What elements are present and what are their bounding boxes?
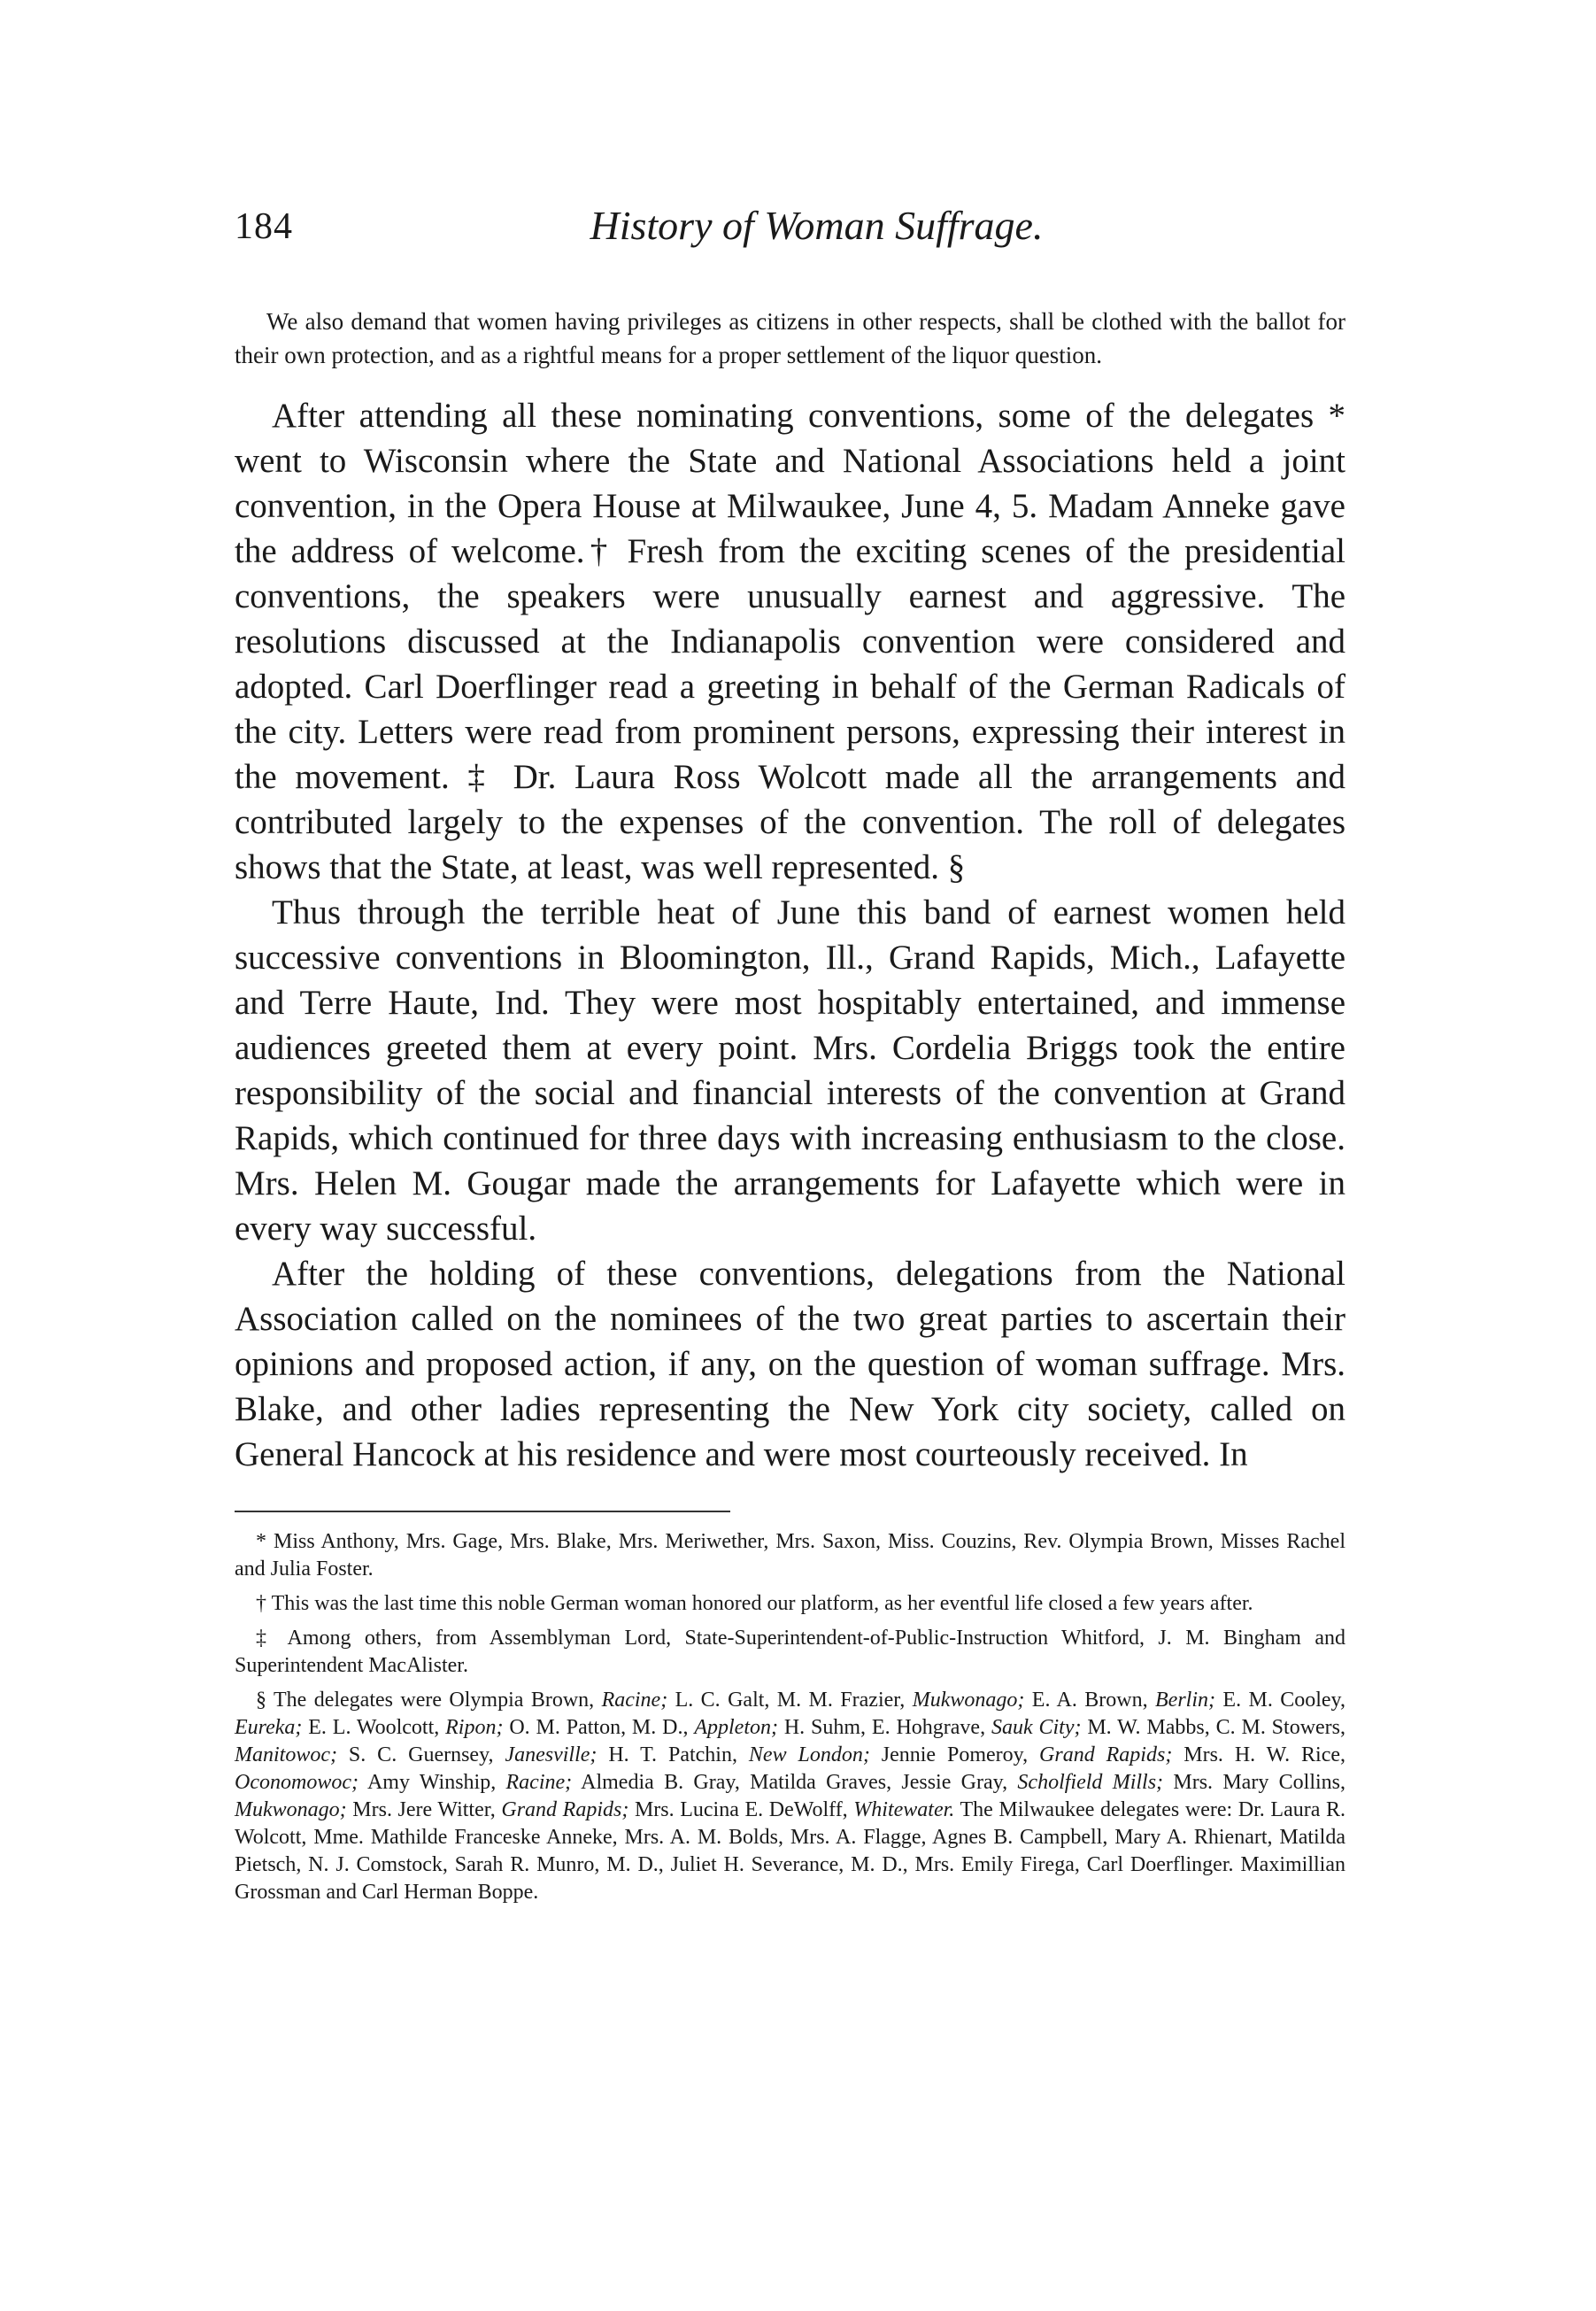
- footnote-text: S. C. Guernsey,: [336, 1743, 505, 1766]
- running-title: History of Woman Suffrage.: [590, 203, 1044, 248]
- quoted-resolution: We also demand that women having privileges as citizens in other respects, shall be clothed with the ballot for their own protection, and as a rightful means for a proper settlement of the liquor question.: [235, 308, 1345, 368]
- footnote-place-name: Janesville;: [505, 1743, 598, 1766]
- footnote-place-name: Berlin;: [1155, 1689, 1215, 1712]
- footnote-section-sign: [235, 1687, 1345, 1906]
- footnote-place-name: Racine;: [505, 1771, 573, 1794]
- footnote-text: Mrs. Jere Witter,: [346, 1798, 502, 1821]
- footnote-dagger: † This was the last time this noble German woman honored our platform, as her eventful life closed a few years after.: [256, 1592, 1253, 1615]
- footnote-text: Mrs. Mary Collins,: [1163, 1771, 1345, 1794]
- footnote-place-name: Eureka;: [235, 1716, 303, 1739]
- page-number: 184: [235, 206, 293, 247]
- footnote-place-name: Scholfield Mills;: [1017, 1771, 1164, 1794]
- footnote-divider: [235, 1511, 730, 1512]
- footnote-text: E. M. Cooley,: [1215, 1689, 1345, 1712]
- footnote-place-name: Grand Rapids;: [501, 1798, 629, 1821]
- footnote-place-name: New London;: [748, 1743, 870, 1766]
- footnote-text: H. Suhm, E. Hohgrave,: [777, 1716, 991, 1739]
- book-page: [235, 202, 1345, 1913]
- body-paragraph-2: Thus through the terrible heat of June this band of earnest women held successive conventions in Bloomington, Ill., Grand Rapids, Mich., Lafayette and Terre Haute, Ind. They were most hospitably entertained, and immense audiences greeted them at every point. Mrs. Cordelia Briggs took the entire responsibility of the social and financial interests of the convention at Grand Rapids, which continued for three days with increasing enthusiasm to the close. Mrs. Helen M. Gougar made the arrangements for Lafayette which were in every way successful.: [235, 893, 1345, 1248]
- footnote-text: The Milwaukee delegates were: Dr. Laura R. Wolcott, Mme. Mathilde Franceske Anneke, Mrs. A. M. Bolds, Mrs. A. Flagge, Agnes B. Campbell, Mary A. Rhienart, Matilda Pietsch, N. J. Comstock, Sarah R. Munro, M. D., Juliet H. Severance, M. D., Mrs. Emily Firega, Carl Doerflinger. Maximillian Grossman and Carl Herman Boppe.: [235, 1798, 1345, 1904]
- footnote-place-name: Appleton;: [694, 1716, 778, 1739]
- footnote-text: O. M. Patton, M. D.,: [503, 1716, 695, 1739]
- footnote-text: § The delegates were Olympia Brown,: [256, 1689, 602, 1712]
- footnote-text: M. W. Mabbs, C. M. Stowers,: [1081, 1716, 1346, 1739]
- footnote-place-name: Oconomowoc;: [235, 1771, 359, 1794]
- footnote-place-name: Ripon;: [445, 1716, 504, 1739]
- footnote-double-dagger: ‡ Among others, from Assemblyman Lord, State-Superintendent-of-Public-Instruction Whitford, J. M. Bingham and Superintendent MacAlister.: [235, 1627, 1345, 1677]
- footnote-place-name: Grand Rapids;: [1039, 1743, 1173, 1766]
- footnote-asterisk: * Miss Anthony, Mrs. Gage, Mrs. Blake, Mrs. Meriwether, Mrs. Saxon, Miss. Couzins, Rev. Olympia Brown, Misses Rachel and Julia Foster.: [235, 1530, 1345, 1581]
- footnote-place-name: Sauk City;: [991, 1716, 1082, 1739]
- footnote-text: E. A. Brown,: [1024, 1689, 1156, 1712]
- footnote-place-name: Manitowoc;: [235, 1743, 337, 1766]
- footnote-place-name: Mukwonago;: [235, 1798, 347, 1821]
- footnote-text: Mrs. Lucina E. DeWolff,: [628, 1798, 854, 1821]
- footnote-text: Almedia B. Gray, Matilda Graves, Jessie Gray,: [572, 1771, 1018, 1794]
- footnote-text: E. L. Woolcott,: [302, 1716, 446, 1739]
- footnote-text: Mrs. H. W. Rice,: [1172, 1743, 1346, 1766]
- footnote-text: Amy Winship,: [358, 1771, 506, 1794]
- body-paragraph-3: After the holding of these conventions, delegations from the National Association called on the nominees of the two great parties to ascertain their opinions and proposed action, if any, on the question of woman suffrage. Mrs. Blake, and other ladies representing the New York city society, called on General Hancock at his residence and were most courteously received. In: [235, 1255, 1345, 1473]
- footnote-text: L. C. Galt, M. M. Frazier,: [667, 1689, 913, 1712]
- footnote-text: Jennie Pomeroy,: [869, 1743, 1040, 1766]
- footnote-text: H. T. Patchin,: [597, 1743, 749, 1766]
- page-header: [235, 202, 1345, 264]
- footnote-place-name: Mukwonago;: [912, 1689, 1025, 1712]
- footnote-place-name: Whitewater.: [853, 1798, 955, 1821]
- body-paragraph-1: After attending all these nominating conventions, some of the delegates * went to Wisconsin where the State and National Associations held a joint convention, in the Opera House at Milwaukee, June 4, 5. Madam Anneke gave the address of welcome.† Fresh from the exciting scenes of the presidential conventions, the speakers were unusually earnest and aggressive. The resolutions discussed at the Indianapolis convention were considered and adopted. Carl Doerflinger read a greeting in behalf of the German Radicals of the city. Letters were read from prominent persons, expressing their interest in the movement. ‡ Dr. Laura Ross Wolcott made all the arrangements and contributed largely to the expenses of the convention. The roll of delegates shows that the State, at least, was well represented. §: [235, 397, 1345, 886]
- footnote-place-name: Racine;: [601, 1689, 668, 1712]
